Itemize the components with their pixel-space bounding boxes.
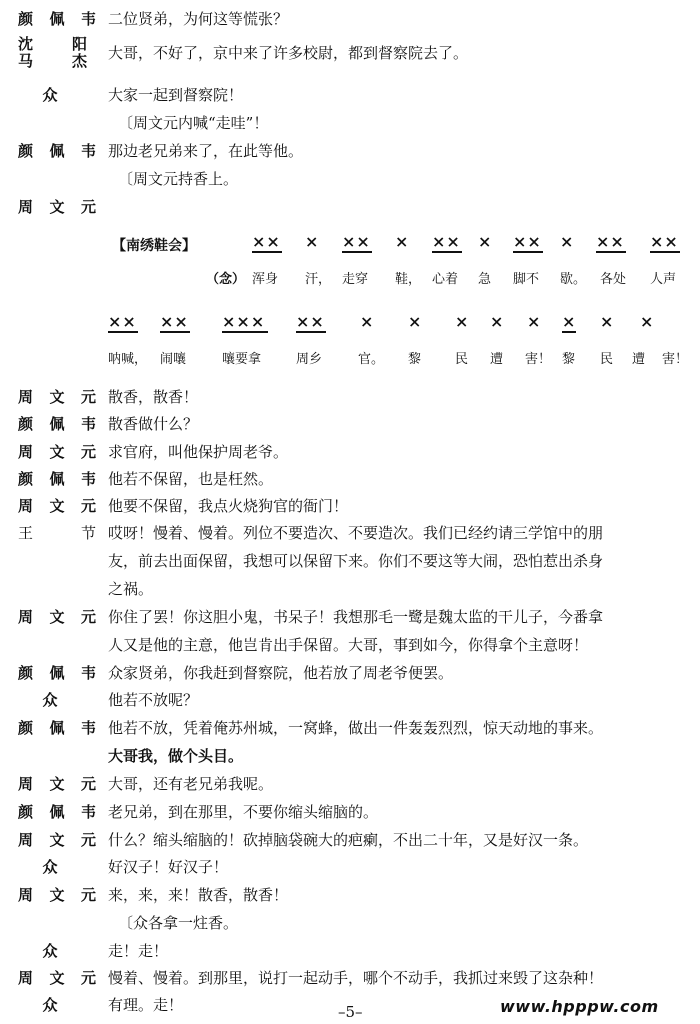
rhythm-mark: × [640, 312, 655, 331]
lyric: 闹嚷 [160, 352, 187, 367]
lyric: 歇。 [560, 272, 587, 287]
dialogue-text: 散香做什么？ [108, 415, 199, 433]
dialogue-text: 有理。走！ [108, 996, 184, 1014]
dialogue-text: 之祸。 [108, 580, 154, 598]
mark-underline [513, 251, 543, 253]
dialogue-text: 众家贤弟，你我赶到督察院，他若放了周老爷便罢。 [108, 664, 454, 682]
dialogue-text: 二位贤弟，为何这等慌张？ [108, 10, 289, 28]
rhythm-mark: ×× [252, 232, 281, 251]
lyric: 急 [478, 272, 492, 287]
lyric: 黎 [408, 352, 422, 367]
mark-underline [342, 251, 372, 253]
dialogue-text: 哎呀！慢着、慢着。列位不要造次、不要造次。我们已经约请三学馆中的朋 [108, 524, 604, 542]
rhythm-mark: ×× [108, 312, 137, 331]
speaker-name: 颜佩韦 [18, 470, 96, 488]
speaker-name: 众 [42, 86, 58, 104]
lyric: 民 [455, 352, 469, 367]
stage-text: 〔周文元持香上。 [118, 170, 239, 188]
speaker-name: 王节 [18, 524, 96, 542]
rhythm-mark: ×× [650, 232, 679, 251]
mark-underline [108, 331, 138, 333]
mark-underline [650, 251, 680, 253]
rhythm-mark: ×× [342, 232, 371, 251]
lyric: 害！ [662, 352, 689, 367]
lyric: 鞋， [395, 272, 422, 287]
dialogue-text: 散香，散香！ [108, 388, 199, 406]
speaker-name: 周文元 [18, 886, 96, 904]
dialogue-text: 那边老兄弟来了，在此等他。 [108, 142, 304, 160]
dialogue-text: 你住了罢！你这胆小鬼，书呆子！我想那毛一鹭是魏太监的干儿子，今番拿 [108, 608, 604, 626]
lyric: 走穿 [342, 272, 369, 287]
lyric: 遭 [632, 352, 646, 367]
rhythm-mark: × [305, 232, 320, 251]
speaker-name: 周文元 [18, 443, 96, 461]
lyric: 浑身 [252, 272, 279, 287]
speaker-char: 马 [18, 52, 34, 70]
dialogue-text: 他若不放呢？ [108, 691, 199, 709]
rhythm-mark: ××× [222, 312, 266, 331]
lyric: 害！ [525, 352, 552, 367]
rhythm-mark: × [527, 312, 542, 331]
lyric: 各处 [600, 272, 627, 287]
qupai-title: 【南绣鞋会】 [112, 238, 196, 254]
dialogue-text: 求官府，叫他保护周老爷。 [108, 443, 289, 461]
lyric: 黎 [562, 352, 576, 367]
dialogue-text: 来，来，来！散香，散香！ [108, 886, 289, 904]
rhythm-mark: × [408, 312, 423, 331]
dialogue-text: 大哥，不好了，京中来了许多校尉，都到督察院去了。 [108, 44, 469, 62]
dialogue-text: 大哥我，做个头目。 [108, 747, 244, 765]
speaker-name: 周文元 [18, 497, 96, 515]
speaker-name: 周文元 [18, 388, 96, 406]
lyric: 官。 [358, 352, 385, 367]
lyric: 民 [600, 352, 614, 367]
rhythm-mark: × [562, 312, 577, 331]
rhythm-mark: × [395, 232, 410, 251]
speaker-name: 周文元 [18, 198, 96, 216]
mark-underline [222, 331, 268, 333]
speaker-name: 颜佩韦 [18, 803, 96, 821]
dialogue-text: 大哥，还有老兄弟我呢。 [108, 775, 274, 793]
speaker-name: 颜佩韦 [18, 664, 96, 682]
speaker-name: 众 [42, 858, 58, 876]
rhythm-mark: ×× [160, 312, 189, 331]
speaker-char: 杰 [72, 52, 88, 70]
mark-underline [160, 331, 190, 333]
speaker-name: 周文元 [18, 608, 96, 626]
speaker-name: 众 [42, 942, 58, 960]
mark-underline [432, 251, 462, 253]
dialogue-text: 好汉子！好汉子！ [108, 858, 229, 876]
mark-underline [296, 331, 326, 333]
nian-label: （念） [206, 272, 246, 287]
lyric: 遭 [490, 352, 504, 367]
speaker-name: 众 [42, 996, 58, 1014]
dialogue-text: 友，前去出面保留，我想可以保留下来。你们不要这等大闹，恐怕惹出杀身 [108, 552, 604, 570]
page-number: –5– [338, 1003, 363, 1021]
speaker-name: 颜佩韦 [18, 415, 96, 433]
dialogue-text: 走！走！ [108, 942, 169, 960]
rhythm-mark: ×× [296, 312, 325, 331]
speaker-char: 阳 [72, 35, 88, 53]
lyric: 人声 [650, 272, 677, 287]
speaker-name: 众 [42, 691, 58, 709]
rhythm-mark: × [600, 312, 615, 331]
rhythm-mark: × [490, 312, 505, 331]
rhythm-mark: × [560, 232, 575, 251]
speaker-name: 周文元 [18, 775, 96, 793]
rhythm-mark: ×× [432, 232, 461, 251]
rhythm-mark: ×× [596, 232, 625, 251]
lyric: 周乡 [296, 352, 323, 367]
dialogue-text: 老兄弟，到在那里，不要你缩头缩脑的。 [108, 803, 379, 821]
watermark: www.hpppw.com [500, 997, 659, 1016]
dialogue-text: 人又是他的主意，他岂肯出手保留。大哥，事到如今，你得拿个主意呀！ [108, 636, 589, 654]
mark-underline [562, 331, 576, 333]
rhythm-mark: × [478, 232, 493, 251]
dialogue-text: 他若不保留，也是枉然。 [108, 470, 274, 488]
dialogue-text: 什么？缩头缩脑的！砍掉脑袋碗大的疤瘌，不出二十年，又是好汉一条。 [108, 831, 589, 849]
speaker-name: 颜佩韦 [18, 10, 96, 28]
lyric: 汗， [305, 272, 332, 287]
rhythm-mark: ×× [513, 232, 542, 251]
mark-underline [252, 251, 282, 253]
stage-text: 〔众各拿一炷香。 [118, 914, 239, 932]
mark-underline [596, 251, 626, 253]
dialogue-text: 慢着、慢着。到那里，说打一起动手，哪个不动手，我抓过来毁了这杂种！ [108, 969, 604, 987]
dialogue-text: 他若不放，凭着俺苏州城，一窝蜂，做出一件轰轰烈烈，惊天动地的事来。 [108, 719, 604, 737]
lyric: 嚷要拿 [222, 352, 262, 367]
rhythm-mark: × [455, 312, 470, 331]
lyric: 呐喊， [108, 352, 148, 367]
speaker-char: 沈 [18, 35, 34, 53]
lyric: 心着 [432, 272, 459, 287]
speaker-name: 周文元 [18, 969, 96, 987]
speaker-name: 颜佩韦 [18, 719, 96, 737]
rhythm-mark: × [360, 312, 375, 331]
stage-text: 〔周文元内喊“走哇”！ [118, 114, 269, 132]
speaker-name: 周文元 [18, 831, 96, 849]
speaker-name: 颜佩韦 [18, 142, 96, 160]
dialogue-text: 他要不保留，我点火烧狗官的衙门！ [108, 497, 349, 515]
dialogue-text: 大家一起到督察院！ [108, 86, 244, 104]
lyric: 脚不 [513, 272, 540, 287]
